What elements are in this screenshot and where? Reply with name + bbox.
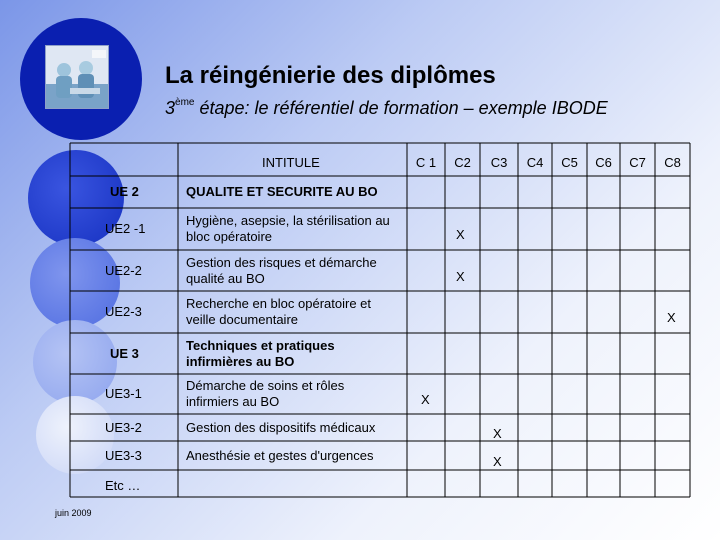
header-competency-6: C6 bbox=[595, 155, 612, 170]
header-competency-1: C 1 bbox=[415, 155, 437, 170]
competency-mark: X bbox=[493, 453, 502, 469]
row-code: UE 2 bbox=[110, 184, 139, 199]
header-competency-5: C5 bbox=[561, 155, 578, 170]
row-code: UE2-2 bbox=[105, 262, 142, 278]
row-code: UE3-1 bbox=[105, 386, 142, 401]
row-label: Démarche de soins et rôles infirmiers au BO bbox=[186, 378, 345, 409]
subtitle-text: étape: le référentiel de formation – exemple IBODE bbox=[199, 98, 608, 118]
footer-date: juin 2009 bbox=[55, 508, 92, 518]
row-code: UE 3 bbox=[110, 345, 139, 361]
header-competency-7: C7 bbox=[629, 155, 646, 170]
row-code: UE2-3 bbox=[105, 304, 142, 319]
competency-mark: X bbox=[493, 425, 502, 441]
header-competency-3: C3 bbox=[490, 155, 508, 170]
header-competency-8: C8 bbox=[664, 155, 681, 170]
decor-circle bbox=[36, 396, 114, 474]
row-label: Recherche en bloc opératoire et veille documentaire bbox=[186, 296, 372, 327]
ordinal-suffix: ème bbox=[175, 97, 195, 108]
row-code: UE3-2 bbox=[105, 419, 142, 435]
competency-mark: X bbox=[421, 392, 430, 407]
row-label: QUALITE ET SECURITE AU BO bbox=[186, 184, 378, 199]
competency-mark: X bbox=[456, 268, 465, 284]
row-label: Hygiène, asepsie, la stérilisation au bloc opératoire bbox=[186, 213, 390, 244]
header-competency-4: C4 bbox=[526, 155, 544, 170]
row-label: Gestion des risques et démarche qualité au BO bbox=[186, 254, 377, 286]
competency-mark: X bbox=[667, 310, 676, 325]
header-competency-2: C2 bbox=[454, 155, 471, 170]
ordinal-number: 3 bbox=[165, 98, 176, 118]
row-label: Techniques et pratiques infirmières au BO bbox=[186, 337, 335, 369]
row-label: Anesthésie et gestes d'urgences bbox=[186, 447, 374, 463]
row-code: UE2 -1 bbox=[105, 221, 146, 236]
page-subtitle bbox=[165, 97, 608, 119]
competency-mark: X bbox=[456, 227, 465, 242]
header-intitule: INTITULE bbox=[262, 155, 320, 170]
surgeons-image bbox=[45, 45, 109, 109]
row-label: Gestion des dispositifs médicaux bbox=[186, 419, 376, 435]
page-title: La réingénierie des diplômes bbox=[165, 62, 496, 89]
row-code: Etc … bbox=[105, 478, 141, 493]
row-code: UE3-3 bbox=[105, 447, 142, 463]
